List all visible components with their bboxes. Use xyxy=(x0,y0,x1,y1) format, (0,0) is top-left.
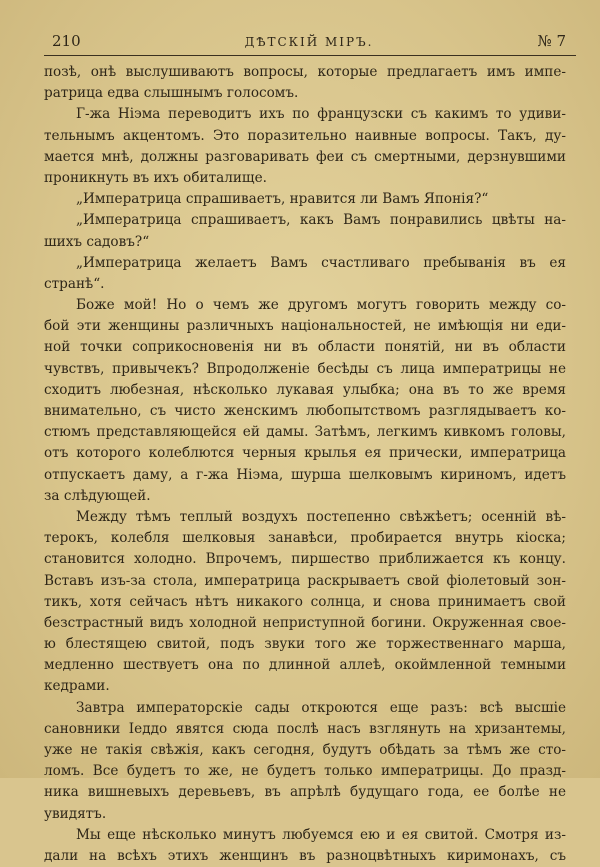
issue-number: № 7 xyxy=(537,32,566,50)
text-line: чувствъ, привычекъ? Впродолженіе бесѣды съ лица императрицы не xyxy=(44,360,566,377)
text-line: бой эти женщины различныхъ національностей, не имѣющія ни еди- xyxy=(44,318,566,335)
journal-title: ДѢТСКІЙ МІРЪ. xyxy=(244,35,374,49)
text-line: стюмъ представляющейся ей дамы. Затѣмъ, легкимъ кивкомъ головы, xyxy=(44,424,566,441)
text-line: шихъ садовъ?“ xyxy=(44,233,150,250)
text-line: внимательно, съ чисто женскимъ любопытствомъ разглядываетъ ко- xyxy=(44,403,566,419)
text-line: увидятъ. xyxy=(44,805,107,822)
text-line: ратрица едва слышнымъ голосомъ. xyxy=(44,85,299,102)
text-line: тикъ, хотя сейчасъ нѣтъ никакого солнца, и снова принимаетъ свой xyxy=(44,593,566,610)
text-line: тельнымъ акцентомъ. Это поразительно наивные вопросы. Такъ, ду- xyxy=(44,127,566,144)
text-line: Вставъ изъ-за стола, императрица раскрываетъ свой фіолетовый зон- xyxy=(44,572,566,589)
text-line: кедрами. xyxy=(44,678,110,695)
text-line: „Императрица спрашиваетъ, какъ Вамъ понравились цвѣты на- xyxy=(76,212,566,229)
text-line: дали на всѣхъ этихъ женщинъ въ разноцвѣтныхъ киримонахъ, съ xyxy=(44,847,566,864)
text-line: сходитъ любезная, нѣсколько лукавая улыбка; она въ то же время xyxy=(44,381,566,398)
text-line: ломъ. Все будетъ то же, не будетъ только императрицы. До празд- xyxy=(44,763,566,780)
text-line: уже не такія свѣжія, какъ сегодня, будутъ обѣдать за тѣмъ же сто- xyxy=(44,742,566,758)
text-line: безстрастный видъ холодной неприступной богини. Окруженная свое- xyxy=(44,614,566,631)
text-line: терокъ, колебля шелковыя занавѣси, пробирается внутрь кіоска; xyxy=(44,530,566,547)
text-line: отпускаетъ даму, а г-жа Ніэма, шурша шелковымъ кириномъ, идетъ xyxy=(44,466,566,483)
header-rule xyxy=(44,55,576,56)
text-line: позѣ, онѣ выслушиваютъ вопросы, которые предлагаетъ имъ импе- xyxy=(44,64,566,80)
text-line: медленно шествуетъ она по длинной аллеѣ, окоймленной темными xyxy=(44,657,566,674)
text-line: Мы еще нѣсколько минутъ любуемся ею и ея свитой. Смотря из- xyxy=(76,826,566,843)
text-line: Г-жа Ніэма переводитъ ихъ по французски съ какимъ то удиви- xyxy=(76,106,566,123)
text-line: Завтра императорскіе сады откроются еще разъ: всѣ высшіе xyxy=(76,699,566,716)
text-line: становится холодно. Впрочемъ, пиршество приближается къ концу. xyxy=(44,551,566,568)
text-line: странѣ“. xyxy=(44,275,105,292)
text-line: мается мнѣ, должны разговаривать феи съ смертными, дерзнувшими xyxy=(44,148,566,165)
text-line: Боже мой! Но о чемъ же другомъ могутъ говорить между со- xyxy=(76,297,566,314)
text-line: „Императрица спрашиваетъ, нравится ли Вамъ Японія?“ xyxy=(76,191,489,208)
running-header xyxy=(52,32,566,54)
text-line: Между тѣмъ теплый воздухъ постепенно свѣжѣетъ; осенній вѣ- xyxy=(76,508,566,525)
page-number: 210 xyxy=(52,32,81,50)
text-line: сановники Іеддо явятся сюда послѣ насъ взглянуть на хризантемы, xyxy=(44,720,566,737)
text-line: за слѣдующей. xyxy=(44,487,151,504)
text-line: ника вишневыхъ деревьевъ, въ апрѣлѣ будущаго года, ее болѣе не xyxy=(44,784,566,801)
text-line: ной точки соприкосновенія ни въ области понятій, ни въ области xyxy=(44,339,566,356)
text-line: ю блестящею свитой, подъ звуки того же торжественнаго марша, xyxy=(44,636,566,653)
text-line: проникнуть въ ихъ обиталище. xyxy=(44,169,267,186)
text-line: отъ которого колеблются черныя крылья ея прически, императрица xyxy=(44,445,566,462)
body-text xyxy=(44,62,566,867)
text-line: „Императрица желаетъ Вамъ счастливаго пребыванія въ ея xyxy=(76,254,566,271)
